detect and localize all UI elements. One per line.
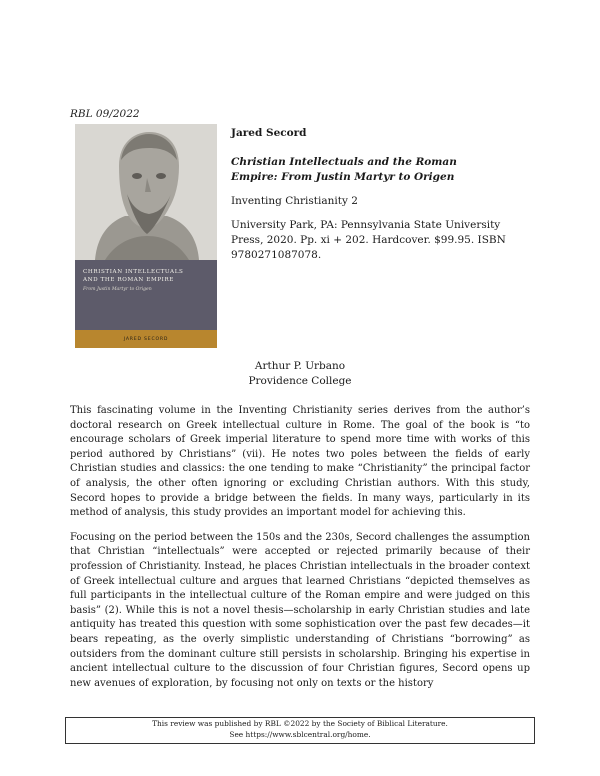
book-metadata (231, 126, 531, 263)
footer-line-1: This review was published by RBL ©2022 by the Society of Biblical Literature. (152, 719, 448, 728)
book-series: Inventing Christianity 2 (231, 195, 358, 207)
reviewer-block (0, 359, 600, 389)
cover-title-line-2: AND THE ROMAN EMPIRE (83, 277, 174, 283)
bust-sculpture-image (75, 124, 217, 260)
reviewer-institution: Providence College (248, 375, 352, 387)
cover-title (83, 268, 211, 284)
cover-title-line-1: CHRISTIAN INTELLECTUALS (83, 269, 184, 275)
footer-line-2: See https://www.sblcentral.org/home. (229, 729, 371, 739)
review-paragraph: Focusing on the period between the 150s and the 230s, Secord challenges the assumption that Christian “intellectuals” were accepted or rejected primarily because of their profession of Christianity. Instead, he places Christian intellectuals in the broader context of Greek intellectual culture and argues that learned Christians “depicted themselves as full participants in the intellectual culture of the Roman empire and were judged on this basis” (2). While this is not a novel thesis—scholarship in early Christian studies and late antiquity has treated this question with some sophistication over the past few decades—it bears repeating, as the overly simplistic understanding of Christians “borrowing” as outsiders from the dominant culture still persists in scholarship. Bringing his expertise in ancient intellectual culture to the discussion of four Christian figures, Secord opens up new avenues of exploration, by focusing not only on texts or the history (70, 531, 530, 689)
review-body (70, 404, 530, 701)
review-paragraph: This fascinating volume in the Inventing Christianity series derives from the author’s doctoral research on Greek intellectual culture in Rome. The goal of the book is “to encourage scholars of Greek imperial literature to spend more time with works of this period authored by Christians” (vii). He notes two poles between the fields of early Christian studies and classics: the one tending to make “Christianity” the principal factor of analysis, the other often ignoring or excluding Christian authors. With this study, Secord hopes to provide a bridge between the fields. In many ways, particularly in its method of analysis, this study provides an important model for achieving this. (70, 405, 530, 519)
book-title: Christian Intellectuals and the Roman Empire: From Justin Martyr to Origen (231, 156, 457, 183)
book-author: Jared Secord (231, 127, 307, 139)
book-cover-image (75, 124, 217, 348)
publication-footer (65, 717, 535, 744)
cover-subtitle: From Justin Martyr to Origen (83, 287, 152, 292)
reviewer-name: Arthur P. Urbano (254, 360, 346, 372)
publication-info: University Park, PA: Pennsylvania State University Press, 2020. Pp. xi + 202. Hardcover. $99.95. ISBN 9780271087078. (231, 219, 506, 261)
cover-author: JARED SECORD (123, 337, 169, 342)
rbl-issue-label: RBL 09/2022 (70, 108, 140, 120)
